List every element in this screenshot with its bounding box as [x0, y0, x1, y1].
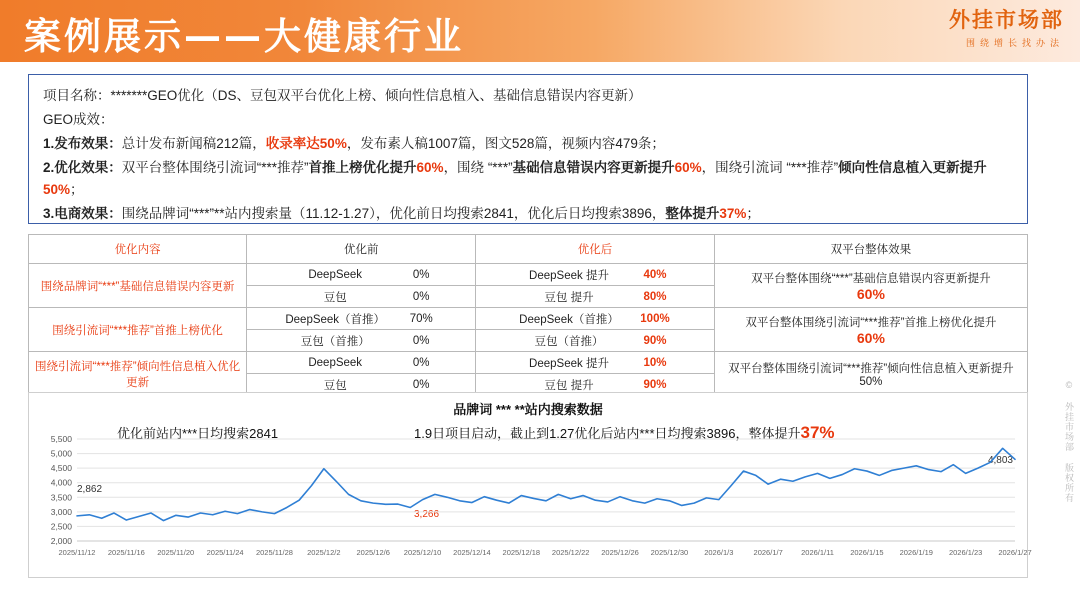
chart-label-end: 4,803 — [987, 455, 1013, 466]
chart-label-start: 2,862 — [77, 484, 103, 495]
effect-2-b: 首推上榜优化提升 — [308, 160, 417, 175]
search-volume-line-chart — [29, 393, 1032, 577]
effect-2-num: 2.优化效果： — [43, 160, 122, 175]
svg-text:2025/11/24: 2025/11/24 — [206, 548, 244, 557]
svg-text:2,000: 2,000 — [50, 536, 72, 546]
col-header-content: 优化内容 — [29, 235, 247, 264]
effect-line-1 — [43, 133, 1013, 155]
svg-text:2025/12/30: 2025/12/30 — [650, 548, 689, 557]
row2-before — [247, 308, 476, 352]
svg-text:2025/11/12: 2025/11/12 — [58, 548, 96, 557]
svg-text:2025/12/6: 2025/12/6 — [356, 548, 390, 557]
table-row — [29, 352, 1028, 396]
effect-2-pct3: 50% — [43, 182, 71, 197]
svg-text:2026/1/11: 2026/1/11 — [801, 548, 834, 557]
row2-overall-pct: 60% — [856, 329, 885, 346]
row3-before-k1: DeepSeek — [308, 356, 363, 369]
effect-2-pct2: 60% — [674, 160, 702, 175]
chart-note-left: 优化前站内***日均搜索2841 — [117, 426, 279, 441]
row1-after-k1: DeepSeek 提升 — [529, 269, 609, 282]
svg-text:2025/12/26: 2025/12/26 — [601, 548, 639, 557]
row2-after-k1: DeepSeek（首推） — [519, 313, 619, 326]
effect-1-a: 总计发布新闻稿212篇， — [121, 136, 266, 151]
effect-2-j: ； — [70, 182, 84, 197]
svg-text:4,500: 4,500 — [50, 463, 72, 474]
effect-3-d: ； — [746, 206, 760, 221]
svg-text:2025/12/14: 2025/12/14 — [453, 548, 491, 557]
effect-1-c: ，发布素人稿1007篇，图文528篇，视频内容479条； — [346, 136, 665, 151]
effect-1-num: 1.发布效果： — [43, 136, 122, 151]
copyright-sidebar: © 外挂市场部 版权所有 — [1064, 380, 1074, 503]
svg-text:2,500: 2,500 — [50, 521, 72, 532]
svg-text:3,000: 3,000 — [50, 506, 72, 517]
svg-text:5,000: 5,000 — [50, 448, 72, 459]
row1-before-k2: 豆包 — [323, 291, 347, 304]
svg-text:2025/12/22: 2025/12/22 — [551, 548, 590, 557]
svg-text:2025/11/20: 2025/11/20 — [157, 548, 195, 557]
svg-text:2025/12/10: 2025/12/10 — [403, 548, 442, 557]
row1-before — [247, 264, 476, 308]
col-header-overall: 双平台整体效果 — [714, 235, 1027, 264]
row3-after — [476, 352, 715, 396]
chart-title: 品牌词 *** **站内搜索数据 — [453, 402, 603, 417]
effect-2-g: ，围绕引流词 “***推荐” — [701, 160, 839, 175]
effect-3-num: 3.电商效果： — [43, 206, 122, 221]
effect-3-a: 围绕品牌词“***”**站内搜索量（11.12-1.27），优化前日均搜索2841，优化后日均搜索3896， — [121, 206, 666, 221]
row1-overall — [714, 264, 1027, 308]
row2-before-v1: 70% — [409, 312, 433, 325]
row3-content: 围绕引流词“***推荐”倾向性信息植入优化更新 — [29, 352, 247, 396]
results-table — [28, 234, 1028, 396]
row3-after-k1: DeepSeek 提升 — [529, 357, 609, 370]
row3-before — [247, 352, 476, 396]
page-title: 案例展示——大健康行业 — [24, 15, 464, 58]
row2-content: 围绕引流词“***推荐”首推上榜优化 — [29, 308, 247, 352]
summary-box — [28, 74, 1028, 224]
effect-line-2 — [43, 157, 1013, 201]
svg-text:4,000: 4,000 — [50, 477, 72, 488]
row2-after — [476, 308, 715, 352]
effect-3-pct: 37% — [719, 206, 747, 221]
row2-overall — [714, 308, 1027, 352]
project-line — [43, 85, 1013, 107]
svg-text:2026/1/27: 2026/1/27 — [998, 548, 1032, 557]
effect-2-e: 基础信息错误内容更新提升 — [512, 160, 675, 175]
row1-after — [476, 264, 715, 308]
row1-overall-text: 双平台整体围绕“***”基础信息错误内容更新提升 — [751, 272, 991, 285]
chart-note-right-b: 整体提升 — [748, 426, 801, 441]
geo-label-line — [43, 109, 1013, 131]
chart-note-right-pct: 37% — [800, 423, 835, 442]
row2-after-v2: 90% — [643, 334, 667, 347]
row1-after-v2: 80% — [643, 290, 667, 303]
effect-line-3 — [43, 203, 1013, 225]
row1-content: 围绕品牌词“***”基础信息错误内容更新 — [29, 264, 247, 308]
row1-overall-pct: 60% — [856, 285, 885, 302]
row3-before-v1: 0% — [412, 356, 430, 369]
row3-before-k2: 豆包 — [323, 379, 347, 392]
effect-1-highlight: 收录率达50% — [265, 136, 347, 151]
row2-before-v2: 0% — [412, 334, 430, 347]
row3-after-v2: 90% — [643, 378, 667, 391]
row2-before-k2: 豆包（首推） — [300, 335, 370, 348]
geo-label: GEO成效： — [43, 112, 114, 127]
row3-after-k2: 豆包 提升 — [544, 379, 594, 392]
svg-text:2025/12/2: 2025/12/2 — [307, 548, 341, 557]
row2-after-v1: 100% — [640, 312, 670, 325]
effect-2-h: 倾向性信息植入更新提升 — [838, 160, 987, 175]
row1-before-v1: 0% — [412, 268, 430, 281]
svg-text:2025/12/18: 2025/12/18 — [502, 548, 541, 557]
svg-text:2025/11/28: 2025/11/28 — [255, 548, 293, 557]
table-header-row — [29, 235, 1028, 264]
header-band — [0, 0, 1080, 62]
svg-text:5,500: 5,500 — [50, 434, 72, 444]
effect-2-a: 双平台整体围绕引流词“***推荐” — [121, 160, 309, 175]
row3-before-v2: 0% — [412, 378, 430, 391]
col-header-before: 优化前 — [247, 235, 476, 264]
table-row — [29, 264, 1028, 308]
svg-text:2026/1/3: 2026/1/3 — [704, 548, 734, 557]
project-label: 项目名称： — [43, 88, 111, 103]
svg-text:3,500: 3,500 — [50, 492, 72, 503]
svg-text:2026/1/15: 2026/1/15 — [850, 548, 884, 557]
row3-after-v1: 10% — [643, 356, 667, 369]
effect-3-b: 整体提升 — [665, 206, 720, 221]
row1-after-k2: 豆包 提升 — [544, 291, 594, 304]
chart-label-mid: 3,266 — [414, 509, 440, 520]
svg-text:2025/11/16: 2025/11/16 — [107, 548, 145, 557]
svg-text:2026/1/23: 2026/1/23 — [948, 548, 983, 557]
brand-logo — [949, 4, 1064, 49]
table-row — [29, 308, 1028, 352]
row1-after-v1: 40% — [643, 268, 667, 281]
row1-before-v2: 0% — [412, 290, 430, 303]
row2-after-k2: 豆包（首推） — [534, 335, 604, 348]
effect-2-d: ，围绕 “***” — [443, 160, 513, 175]
brand-tagline: 围绕增长找办法 — [965, 38, 1064, 48]
project-value: *******GEO优化（DS、豆包双平台优化上榜、倾向性信息植入、基础信息错误内容更新） — [110, 88, 642, 103]
chart-panel — [28, 392, 1032, 578]
row2-overall-text: 双平台整体围绕引流词“***推荐”首推上榜优化提升 — [745, 316, 997, 329]
chart-note-right-a: 1.9日项目启动，截止到1.27优化后站内***日均搜索3896， — [414, 426, 749, 441]
svg-text:2026/1/19: 2026/1/19 — [899, 548, 933, 557]
effect-2-pct1: 60% — [416, 160, 444, 175]
col-header-after: 优化后 — [476, 235, 715, 264]
row3-overall — [714, 352, 1027, 396]
row1-before-k1: DeepSeek — [308, 268, 363, 281]
brand-name: 外挂市场部 — [949, 8, 1064, 32]
svg-text:2026/1/7: 2026/1/7 — [753, 548, 783, 557]
row3-overall-text: 双平台整体围绕引流词“***推荐”倾向性信息植入更新提升50% — [728, 362, 1014, 388]
row2-before-k1: DeepSeek（首推） — [285, 313, 386, 326]
